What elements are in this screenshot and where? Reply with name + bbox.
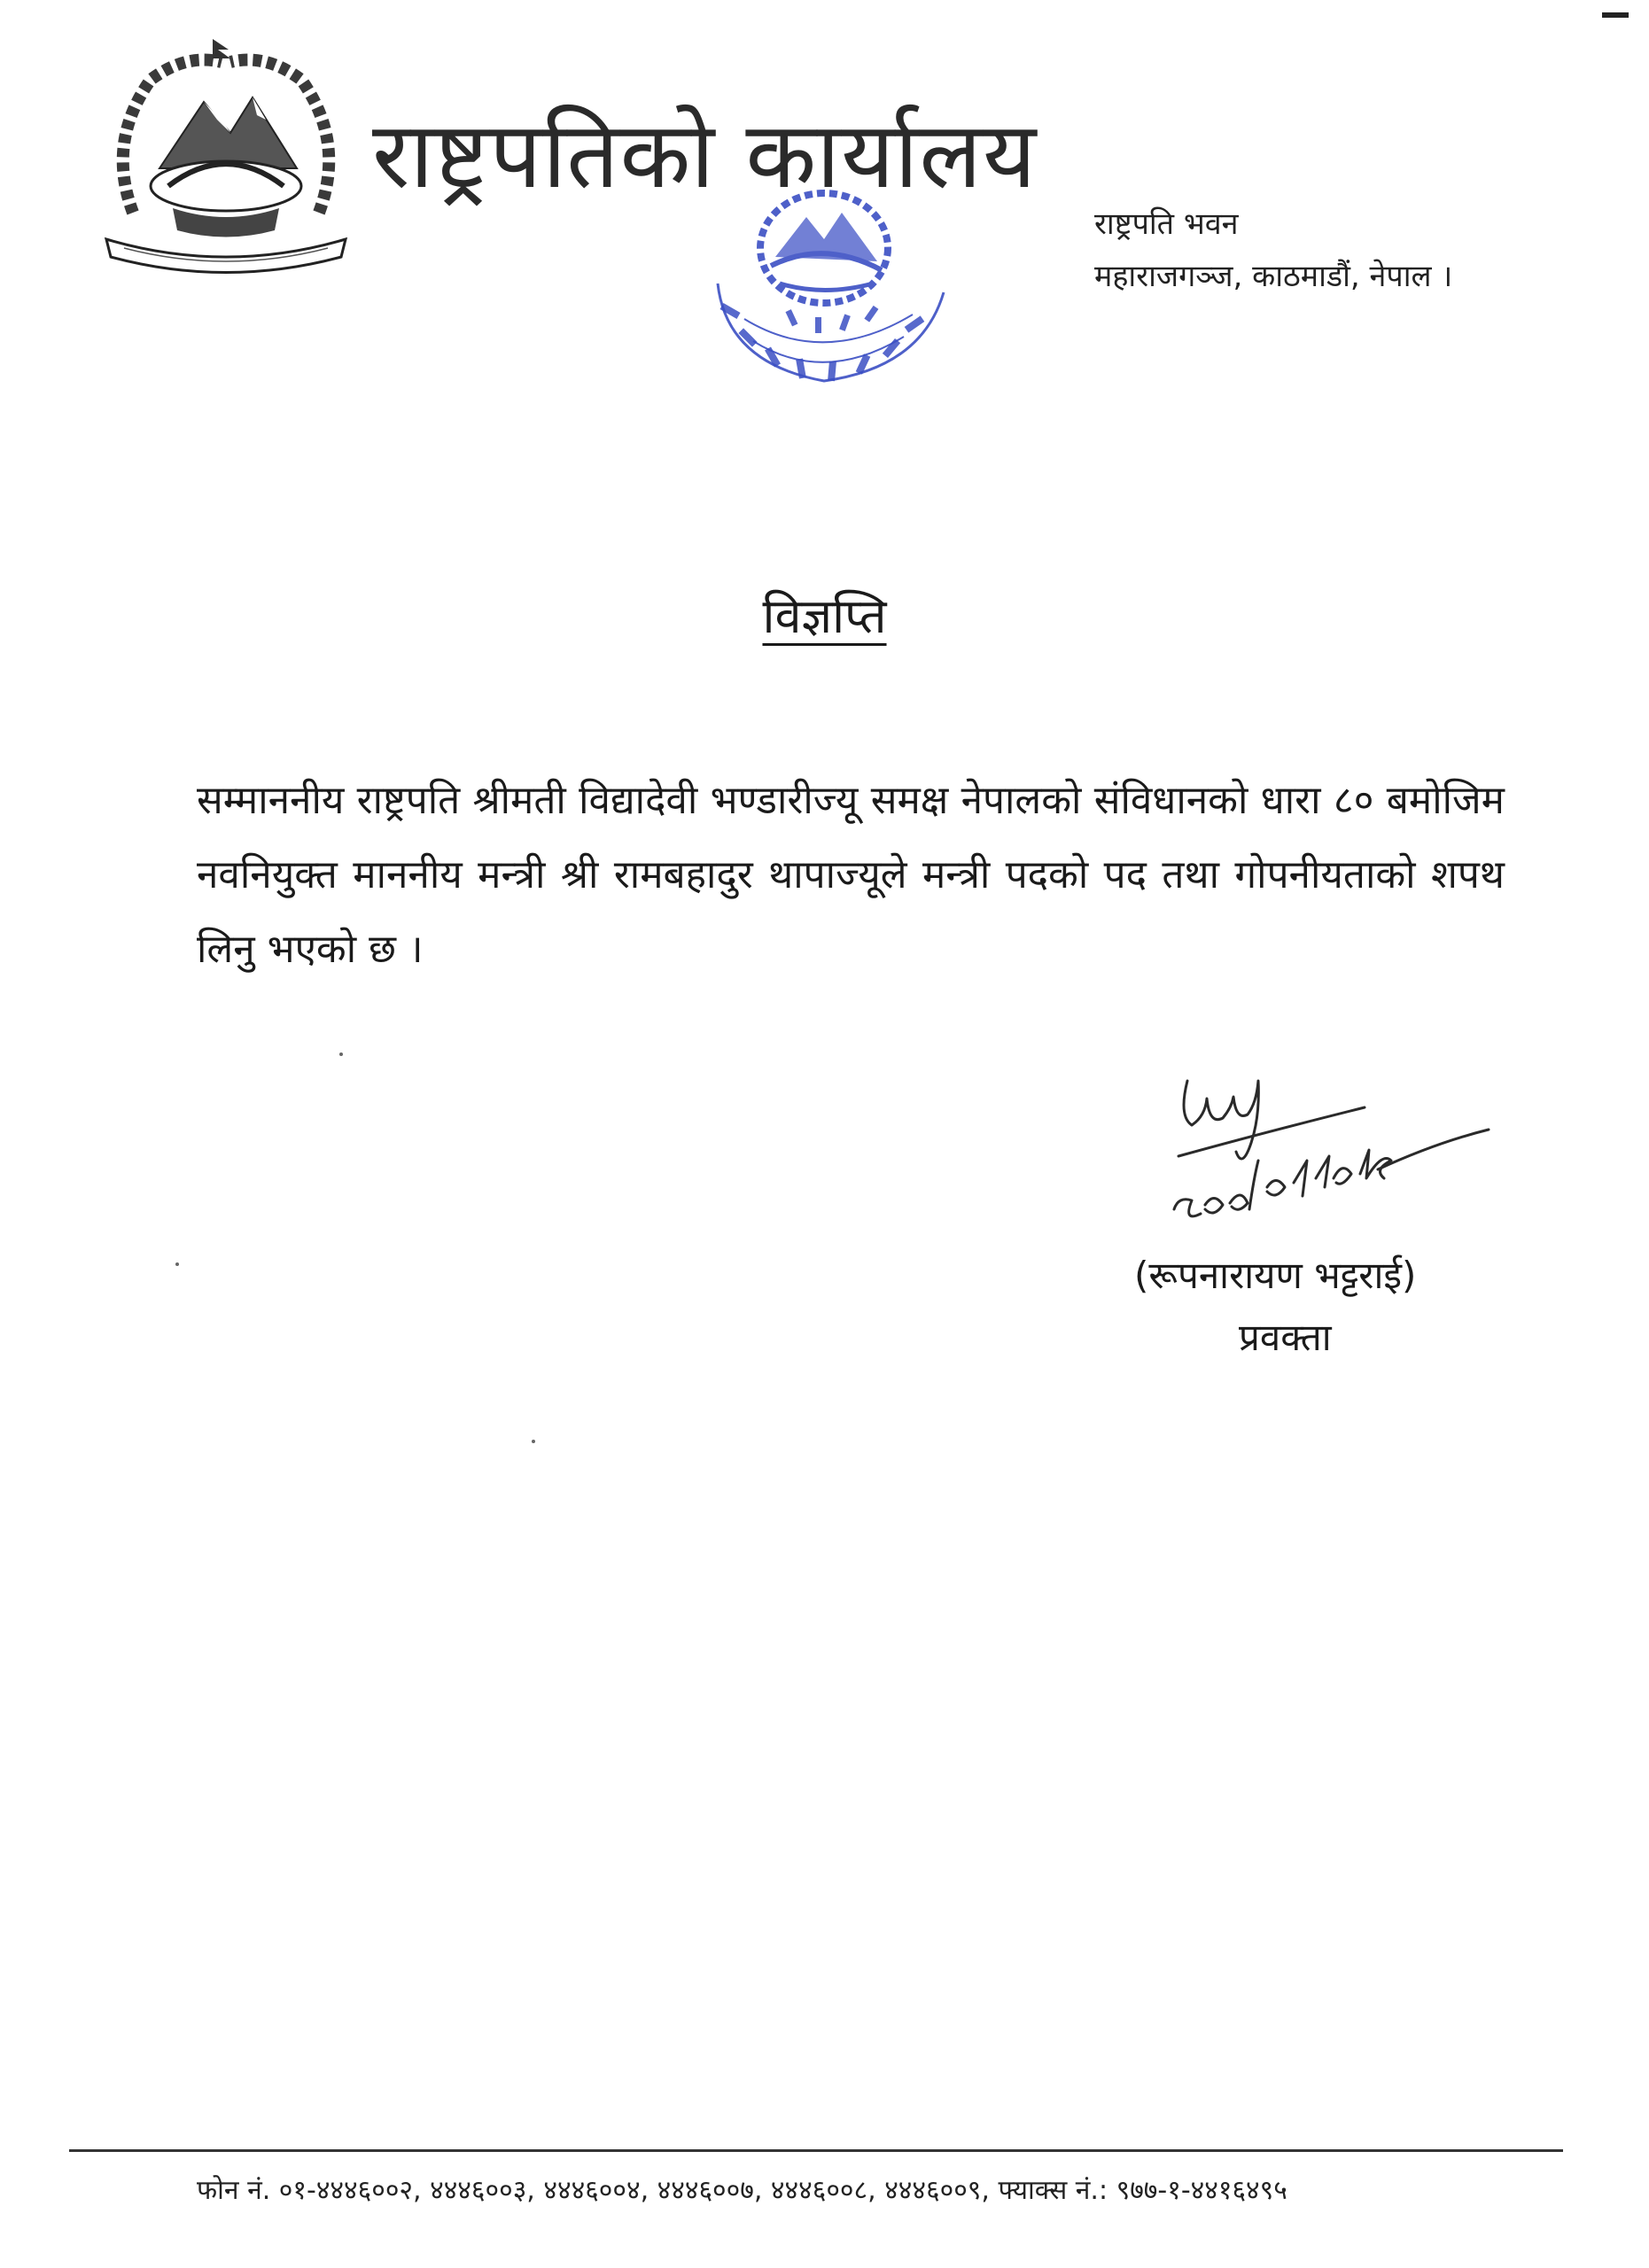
address-line-2: महाराजगञ्ज, काठमाडौं, नेपाल ।: [1094, 259, 1453, 294]
signer-name: (रूपनारायण भट्टराई): [1134, 1254, 1417, 1297]
footer-contact: फोन नं. ०१-४४४६००२, ४४४६००३, ४४४६००४, ४४४६००७, ४४४६००८, ४४४६००९, फ्याक्स नं.: ९७७-१-४४१६४९५: [197, 2175, 1287, 2206]
scan-mark: [1602, 12, 1629, 18]
scan-speck: [339, 1052, 343, 1056]
scan-speck: [175, 1262, 179, 1266]
notice-heading: विज्ञप्ति: [762, 588, 887, 644]
notice-body: सम्माननीय राष्ट्रपति श्रीमती विद्यादेवी भण्डारीज्यू समक्ष नेपालको संविधानको धारा ८० बमोजिम नवनियुक्त माननीय मन्त्री श्री रामबहादुर थापाज्यूले मन्त्री पदको पद तथा गोपनीयताको शपथ लिनु भएको छ ।: [197, 778, 1505, 972]
footer-divider: [69, 2149, 1563, 2152]
nepal-national-emblem-icon: [89, 35, 363, 275]
handwritten-signature-icon: [1152, 1054, 1506, 1249]
office-title: राष्ट्रपतिको कार्यालय: [372, 101, 1038, 209]
office-seal-stamp-icon: [691, 177, 966, 399]
address-line-1: राष्ट्रपति भवन: [1094, 206, 1239, 242]
scan-speck: [532, 1440, 535, 1443]
signer-role: प्रवक्ता: [1239, 1316, 1332, 1359]
